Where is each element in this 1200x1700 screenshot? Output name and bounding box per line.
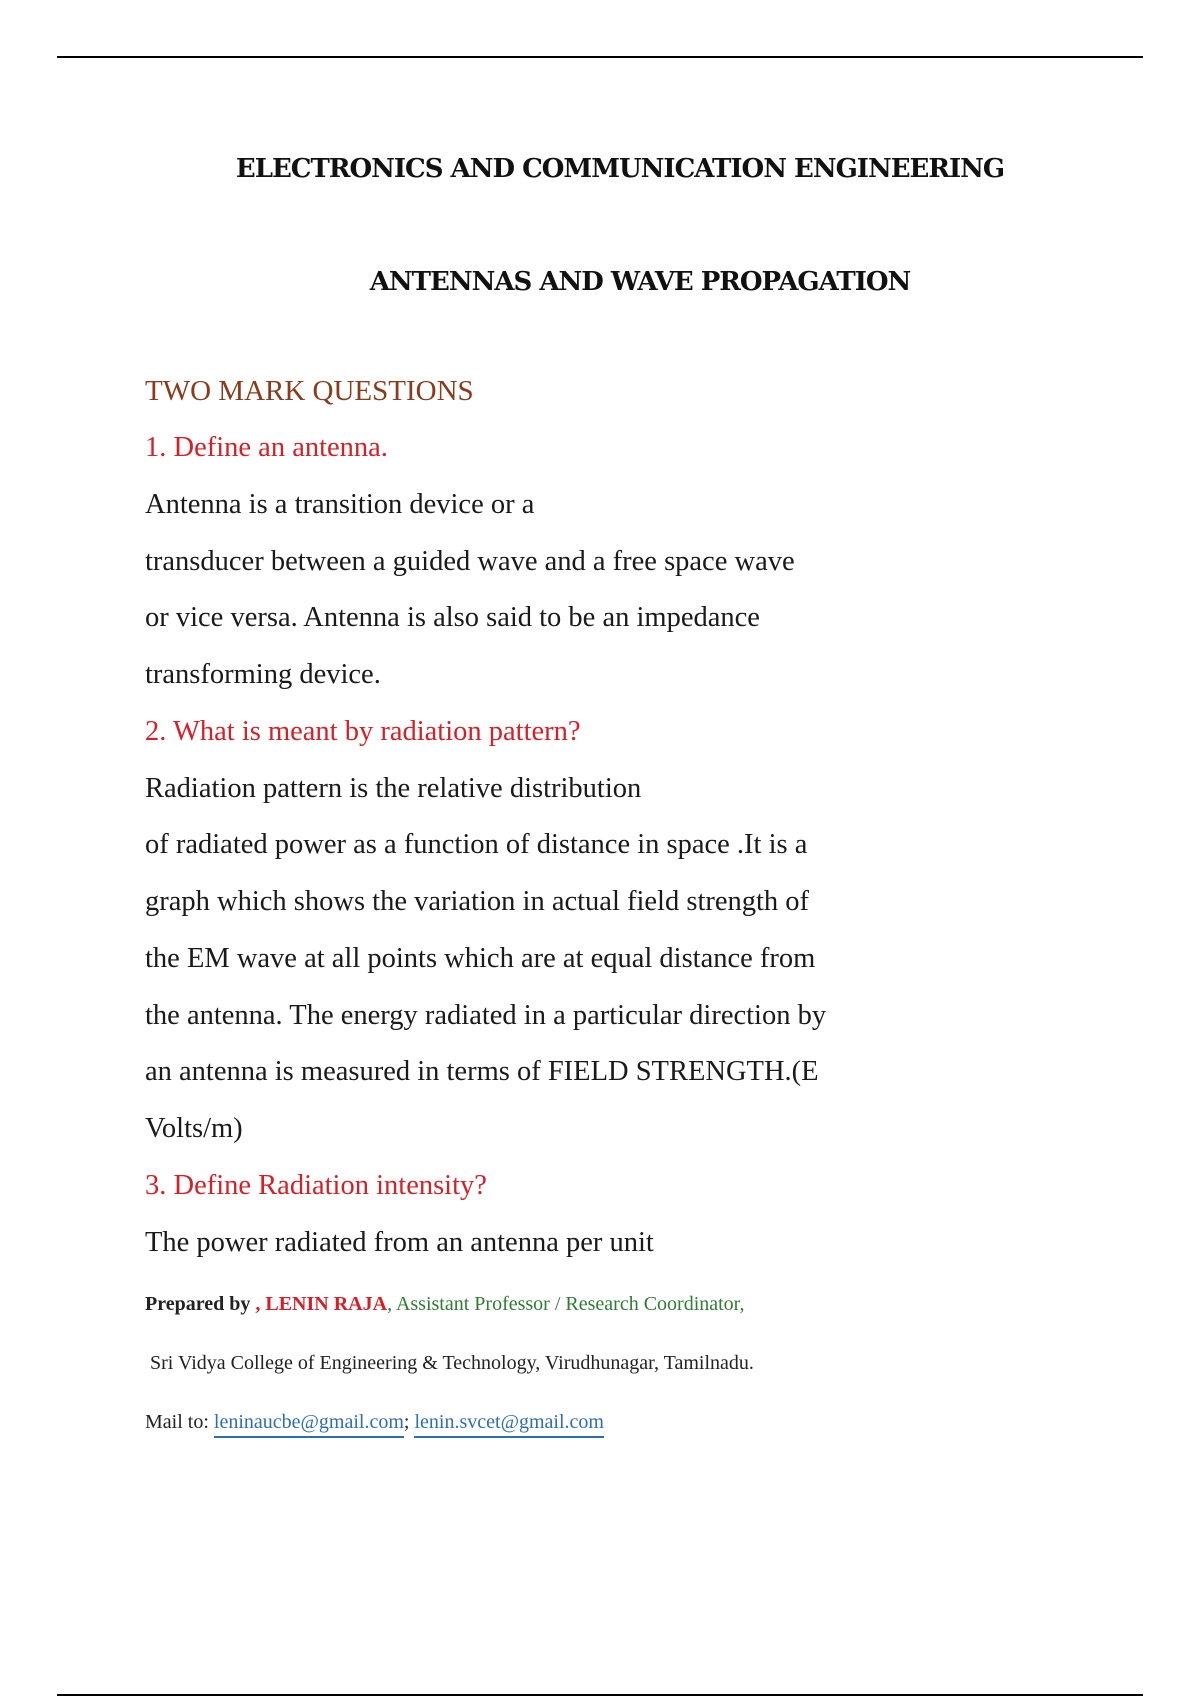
answer-2-line-4: the EM wave at all points which are at equal distance from: [145, 943, 816, 974]
email-separator: ;: [403, 1411, 410, 1433]
answer-2-line-7: Volts/m): [145, 1113, 243, 1144]
prepared-by-line: [145, 1293, 745, 1316]
answer-1-line-2: transducer between a guided wave and a free space wave: [145, 546, 795, 577]
question-2: 2. What is meant by radiation pattern?: [145, 716, 581, 747]
question-1: 1. Define an antenna.: [145, 432, 388, 463]
top-rule: [57, 56, 1143, 58]
email-link-2[interactable]: lenin.svcet@gmail.com: [414, 1411, 603, 1438]
answer-2-line-5: the antenna. The energy radiated in a particular direction by: [145, 1000, 827, 1031]
mail-line: [145, 1411, 604, 1434]
institution-line: Sri Vidya College of Engineering & Technology, Virudhunagar, Tamilnadu.: [150, 1352, 754, 1374]
answer-3-line-1: The power radiated from an antenna per unit: [145, 1227, 654, 1258]
answer-2-line-6: an antenna is measured in terms of FIELD STRENGTH.(E: [145, 1056, 819, 1087]
answer-2-line-2: of radiated power as a function of distance in space .It is a: [145, 829, 808, 860]
section-title: TWO MARK QUESTIONS: [145, 375, 474, 407]
email-link-1[interactable]: leninaucbe@gmail.com: [214, 1411, 404, 1438]
answer-1-line-1: Antenna is a transition device or a: [145, 489, 535, 520]
prepared-by-label: Prepared by: [145, 1293, 251, 1315]
department-title: ELECTRONICS AND COMMUNICATION ENGINEERING: [235, 154, 1005, 184]
subject-title: ANTENNAS AND WAVE PROPAGATION: [369, 267, 911, 297]
answer-1-line-3: or vice versa. Antenna is also said to be an impedance: [145, 602, 760, 633]
bottom-rule: [57, 1694, 1143, 1696]
question-3: 3. Define Radiation intensity?: [145, 1170, 487, 1201]
answer-1-line-4: transforming device.: [145, 659, 381, 690]
mail-label: Mail to:: [145, 1411, 209, 1433]
author-role: , Assistant Professor / Research Coordinator,: [387, 1293, 745, 1315]
answer-2-line-3: graph which shows the variation in actual field strength of: [145, 886, 810, 917]
answer-2-line-1: Radiation pattern is the relative distribution: [145, 773, 642, 804]
prepared-by-separator: ,: [250, 1293, 266, 1315]
author-name: LENIN RAJA: [265, 1293, 388, 1315]
